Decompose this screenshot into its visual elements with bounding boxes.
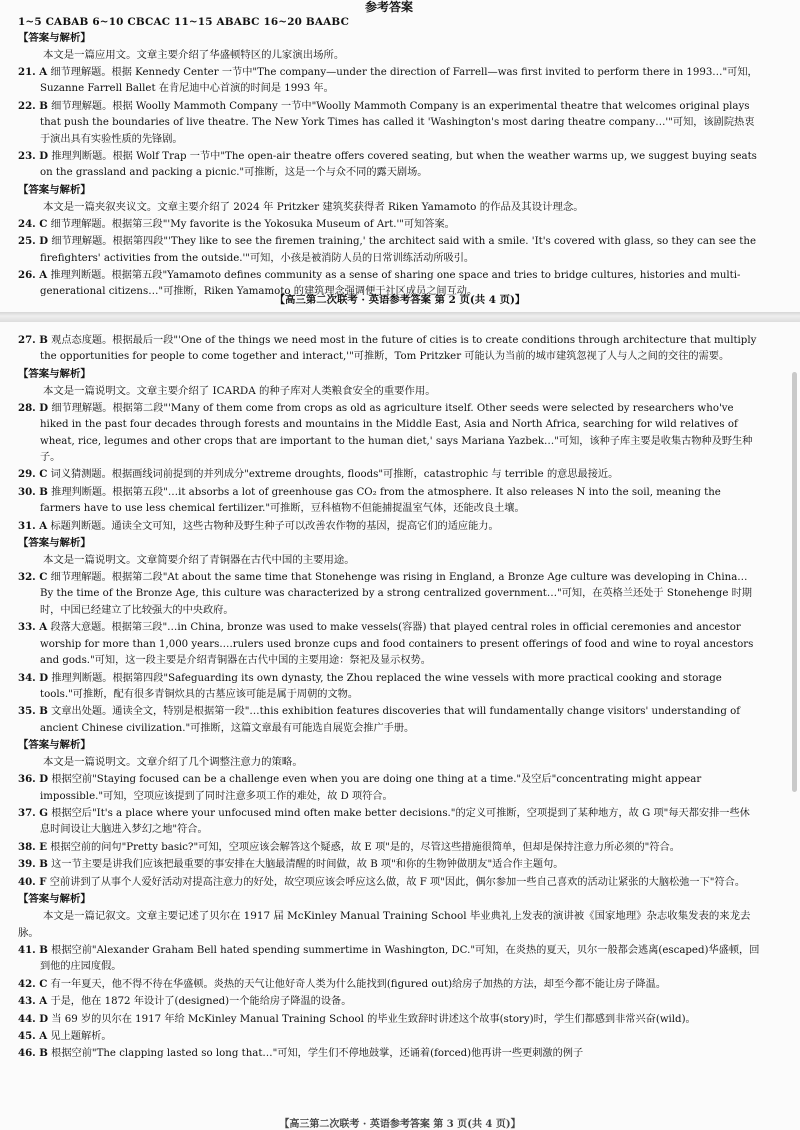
explanation-text: 推理判断题。根据第五段"Yamamoto defines community as a sense of sharing one space and tries to bridge cultures, histories and multi-generational citizens…"可推断，Riken Yamamoto 的建筑理念强调便于社区成员之间互动。: [40, 270, 741, 298]
explanation-text: 于是，他在 1872 年设计了(designed)一个能给房子降温的设备。: [50, 996, 352, 1008]
answer-explanation: [18, 874, 760, 891]
question-number: 23. D: [18, 150, 49, 163]
answer-explanation: [18, 942, 760, 976]
answer-explanation: [18, 466, 760, 483]
answer-explanation: [18, 98, 760, 148]
question-number: 34. D: [18, 671, 49, 684]
explanation-text: 根据空前"Staying focused can be a challenge even when you are doing one thing at a time."及空后"concentrating might appear impossible."可知，空项应该提到了同时注意多项工作的难处，故 D 项符合。: [40, 774, 702, 802]
answer-explanation: [18, 484, 760, 518]
question-number: 41. B: [18, 943, 48, 956]
answer-page-2: [0, 322, 800, 1130]
question-number: 37. G: [18, 806, 48, 819]
answer-explanation: [18, 703, 760, 737]
answer-explanation: [18, 332, 760, 366]
section-label: 【答案与解析】: [18, 537, 91, 550]
question-number: 46. B: [18, 1047, 48, 1060]
passage-summary: 本文是一篇说明文。文章主要介绍了 ICARDA 的种子库对人类粮食安全的重要作用。: [42, 384, 436, 397]
explanation-text: 有一年夏天，他不得不待在华盛顿。炎热的天气让他好奇人类为什么能找到(figured out)给房子加热的方法，却至今都不能让房子降温。: [50, 978, 667, 990]
question-number: 40. F: [18, 875, 47, 888]
answer-explanation: [18, 233, 760, 267]
answer-explanation: [18, 976, 760, 993]
explanation-text: 词义猜测题。根据画线词前提到的并列成分"extreme droughts, floods"可推断，catastrophic 与 terrible 的意思最接近。: [50, 469, 619, 481]
explanation-text: 根据空前的问句"Pretty basic?"可知，空项应该会解答这个疑惑，故 E 项"是的，尽管这些措施很简单，但却是保持注意力所必须的"符合。: [50, 841, 680, 853]
page-2-footer: 【高三第二次联考 · 英语参考答案 第 3 页(共 4 页)】: [279, 1119, 521, 1130]
explanation-text: 细节理解题。根据 Kennedy Center 一节中"The company—under the direction of Farrell—was first invited to perform there in 1993…"可知，Suzanne Farrell Ballet 在肯尼迪中心首演的时间是 1993 年。: [40, 67, 758, 95]
section-label: 【答案与解析】: [18, 892, 91, 905]
explanation-text: 标题判断题。通读全文可知，这些古物种及野生种子可以改善农作物的基因，提高它们的适应能力。: [50, 520, 499, 532]
section-label: 【答案与解析】: [18, 183, 91, 196]
question-number: 42. C: [18, 977, 48, 990]
page-2-sections: [18, 332, 760, 1063]
answer-explanation: [18, 670, 760, 704]
question-number: 39. B: [18, 858, 48, 871]
question-number: 31. A: [18, 519, 48, 532]
explanation-text: 观点态度题。根据最后一段"'One of the things we need most in the future of cities is to create conditions through architecture that multiply the opportunities for people to come together and interact,'"可推断，Tom Pritzker 可能认为当前的城市建筑忽视了人与人之间的交往的需要。: [40, 335, 757, 363]
passage-summary: 本文是一篇夹叙夹议文。文章主要介绍了 2024 年 Pritzker 建筑奖获得者 Riken Yamamoto 的作品及其设计理念。: [42, 200, 584, 213]
answer-explanation: [18, 771, 760, 805]
explanation-text: 细节理解题。根据 Woolly Mammoth Company 一节中"Woolly Mammoth Company is an experimental theatre that welcomes original plays that push the boundaries of live theatre. The New York Times has called it 'Washington's most daring theatre company…'"可知，该剧院热衷于演出具有实验性质的先锋剧。: [40, 100, 755, 145]
answer-explanation: [18, 64, 760, 98]
question-number: 24. C: [18, 217, 48, 230]
explanation-text: 根据空前"Alexander Graham Bell hated spending summertime in Washington, DC."可知，在炎热的夏天，贝尔一般都会逃离(escaped)华盛顿，回到他的庄园度假。: [40, 944, 760, 973]
explanation-text: 这一节主要是讲我们应该把最重要的事安排在大脑最清醒的时间做，故 B 项"和你的生物钟做朋友"适合作主题句。: [51, 859, 564, 871]
answer-explanation: [18, 993, 760, 1010]
question-number: 30. B: [18, 485, 48, 498]
explanation-text: 段落大意题。根据第三段"…in China, bronze was used to make vessels(容器) that played central roles in official ceremonies and ancestor worship for more than 1,000 years.…rulers used bronze cups and food containers to present offerings of food and wine to royal ancestors and gods."可知，这一段主要是介绍青铜器在古代中国的主要用途：祭祀及显示权势。: [40, 622, 754, 667]
answer-page-1: [0, 0, 800, 312]
question-number: 38. E: [18, 840, 48, 853]
passage-summary: 本文是一篇说明文。文章介绍了几个调整注意力的策略。: [42, 756, 303, 769]
explanation-text: 见上题解析。: [50, 1031, 112, 1042]
question-number: 26. A: [18, 269, 48, 282]
question-number: 21. A: [18, 66, 48, 78]
question-number: 35. B: [18, 705, 48, 718]
explanation-text: 空前讲到了从事个人爱好活动对提高注意力的好处，故空项应该会呼应这么做，故 F 项"因此，偶尔参加一些自己喜欢的活动让紧张的大脑松弛一下"符合。: [49, 876, 746, 888]
question-number: 28. D: [18, 401, 49, 414]
page-divider: [0, 312, 800, 322]
section-label: 【答案与解析】: [18, 739, 91, 752]
passage-summary: 本文是一篇应用文。文章主要介绍了华盛顿特区的儿家演出场所。: [42, 49, 345, 61]
answer-explanation: [18, 518, 760, 535]
answer-explanation: [18, 1028, 760, 1045]
passage-summary: 本文是一篇说明文。文章简要介绍了青铜器在古代中国的主要用途。: [42, 554, 355, 567]
explanation-text: 推理判断题。根据 Wolf Trap 一节中"The open-air theatre offers covered seating, but when the weather warms up, we suggest buying seats on the grassland and packing a picnic."可推断，这是一个与众不同的露天剧场。: [40, 151, 757, 179]
page-2-content: [0, 322, 800, 1063]
question-number: 25. D: [18, 235, 49, 248]
page-1-content: [0, 0, 800, 301]
explanation-text: 细节理解题。根据第二段"At about the same time that Stonehenge was rising in England, a Bronze Age culture was developing in China…By the time of the Bronze Age, this culture was characterized by a strong centralized government…"可知，在英格兰还处于 Stonehenge 时期时，中国已经建立了比较强大的中央政府。: [40, 572, 752, 616]
question-number: 45. A: [18, 1030, 48, 1042]
explanation-text: 当 69 岁的贝尔在 1917 年给 McKinley Manual Training School 的毕业生致辞时讲述这个故事(story)时，学生们都感到非常兴奋(wild)。: [51, 1013, 696, 1025]
question-number: 44. D: [18, 1012, 49, 1025]
question-number: 36. D: [18, 773, 49, 786]
question-number: 43. A: [18, 995, 48, 1008]
answer-explanation: [18, 1011, 760, 1028]
explanation-text: 根据空前"The clapping lasted so long that…"可知，学生们不停地鼓掌，还诵着(forced)他再讲一些更刺激的例子: [51, 1048, 584, 1060]
page-1-sections: [18, 30, 760, 301]
explanation-text: 文章出处题。通读全文，特别是根据第一段"…this exhibition features discoveries that will fundamentally change visitors' understanding of ancient Chinese civilization."可推断，这篇文章最有可能选自展览会推广手册。: [40, 706, 741, 734]
answer-explanation: [18, 619, 760, 669]
explanation-text: 推理判断题。根据第五段"…it absorbs a lot of greenhouse gas CO₂ from the atmosphere. It also releases N into the soil, meaning the farmers have to use less chemical fertilizer."可推断，豆科植物不但能捕捉温室气体，还能改良土壤。: [40, 486, 721, 515]
page-1-footer: 【高三第二次联考 · 英语参考答案 第 2 页(共 4 页)】: [274, 294, 526, 306]
answer-explanation: [18, 805, 760, 839]
answer-explanation: [18, 216, 760, 233]
section-label: 【答案与解析】: [18, 32, 91, 44]
explanation-text: 推理判断题。根据第四段"Safeguarding its own dynasty, the Zhou replaced the wine vessels with more practical cooking and storage tools."可推断，配有很多青铜炊具的古墓应该可能是属于周朝的文物。: [40, 672, 722, 700]
question-number: 29. C: [18, 468, 48, 481]
answer-explanation: [18, 148, 760, 182]
question-number: 33. A: [18, 621, 48, 634]
explanation-text: 细节理解题。根据第四段"'They like to see the firemen training,' the architect said with a smile. 'It's covered with glass, so they can see the firefighters' activities from the outside.'"可知，小孩是被消防人员的日常训练活动所吸引。: [40, 236, 756, 264]
vertical-scrollbar[interactable]: [792, 372, 797, 792]
passage-summary: 本文是一篇记叙文。文章主要记述了贝尔在 1917 届 McKinley Manual Training School 毕业典礼上发表的演讲被《国家地理》杂志收集发表的来龙去脉。: [18, 909, 751, 939]
answer-explanation: [18, 856, 760, 873]
section-label: 【答案与解析】: [18, 367, 91, 380]
answer-explanation: [18, 569, 760, 619]
answer-explanation: [18, 1045, 760, 1062]
explanation-text: 细节理解题。根据第三段"'My favorite is the Yokosuka Museum of Art.'"可知答案。: [50, 218, 455, 230]
question-number: 27. B: [18, 334, 48, 346]
answer-key-line: 1~5 CABAB 6~10 CBCAC 11~15 ABABC 16~20 BAABC: [18, 16, 350, 28]
explanation-text: 根据空后"It's a place where your unfocused mind often make better decisions."的定义可推断，空项提到了某种地方，故 G 项"每天都安排一些休息时间设让大脑进入梦幻之地"符合。: [40, 807, 750, 836]
answer-explanation: [18, 839, 760, 856]
explanation-text: 细节理解题。根据第二段"'Many of them come from crops as old as agriculture itself. Other seeds were selected by researchers who've hiked in the past four decades through forests and mountains in the Middle East, Asia and North Africa, searching for wild relatives of wheat, rice, legumes and other crops that are important to the human diet,' says Mariana Yazbek…"可知，该种子库主要是收集古物种及野生种子。: [40, 402, 753, 464]
answer-explanation: [18, 400, 760, 467]
question-number: 22. B: [18, 99, 48, 112]
page-title: 参考答案: [364, 0, 413, 14]
question-number: 32. C: [18, 571, 48, 584]
